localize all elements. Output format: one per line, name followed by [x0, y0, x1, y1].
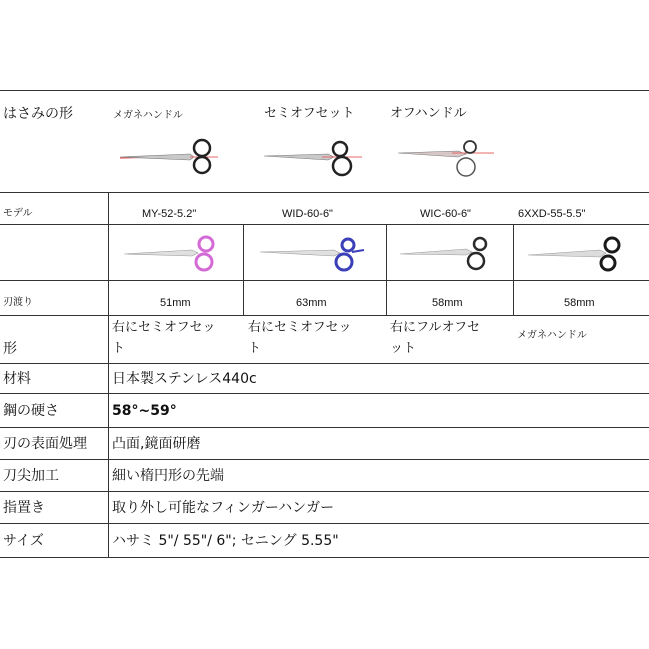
model-label: モデル	[3, 208, 33, 219]
model-image-wid-60	[252, 230, 378, 275]
scissors-semi-offset-image	[262, 135, 366, 177]
blade-length-3: 58mm	[432, 297, 463, 309]
row-divider	[0, 363, 649, 364]
row-divider	[0, 280, 649, 281]
column-divider	[386, 224, 387, 315]
tip-value: 細い楕円形の先端	[112, 468, 224, 484]
form-value-4: メガネハンドル	[517, 330, 587, 341]
material-label: 材料	[3, 371, 31, 387]
material-value: 日本製ステンレス440c	[112, 371, 257, 387]
finger-value: 取り外し可能なフィンガーハンガー	[112, 500, 335, 516]
form-label: 形	[3, 341, 17, 357]
model-value-4: 6XXD-55-5.5"	[518, 208, 586, 220]
form-value-2-line1: 右にセミオフセッ	[248, 320, 352, 335]
row-divider	[0, 491, 649, 492]
form-value-2-line2: ト	[248, 341, 262, 356]
shape-label: はさみの形	[3, 106, 73, 122]
column-divider	[243, 224, 244, 315]
row-divider	[0, 393, 649, 394]
row-divider	[0, 192, 649, 193]
form-value-1-line1: 右にセミオフセッ	[112, 320, 216, 335]
blade-length-1: 51mm	[160, 297, 191, 309]
row-divider	[0, 459, 649, 460]
hardness-label: 鋼の硬さ	[3, 403, 59, 419]
shape-type-offset: オフハンドル	[390, 106, 467, 121]
scissors-megane-image	[118, 135, 222, 177]
column-divider	[513, 224, 514, 315]
row-divider	[0, 90, 649, 91]
model-image-wic-60	[392, 230, 508, 275]
spec-table	[0, 90, 649, 558]
shape-type-megane: メガネハンドル	[113, 110, 183, 121]
row-divider	[0, 523, 649, 524]
model-value-3: WIC-60-6"	[420, 208, 471, 220]
shape-type-semi-offset: セミオフセット	[264, 106, 355, 121]
size-value: ハサミ 5"/ 55"/ 6"; セニング 5.55"	[112, 533, 339, 549]
surface-value: 凸面,鏡面研磨	[112, 436, 201, 452]
row-divider	[0, 557, 649, 558]
tip-label: 刀尖加工	[3, 468, 59, 484]
form-value-1-line2: ト	[112, 341, 126, 356]
scissors-offset-image	[396, 135, 500, 177]
blade-length-2: 63mm	[296, 297, 327, 309]
blade-length-4: 58mm	[564, 297, 595, 309]
form-value-3-line1: 右にフルオフセ	[390, 320, 480, 335]
row-divider	[0, 315, 649, 316]
surface-label: 刃の表面処理	[3, 436, 87, 452]
hardness-value: 58°~59°	[112, 403, 177, 419]
blade-length-label: 刃渡り	[3, 297, 33, 308]
model-value-2: WID-60-6"	[282, 208, 333, 220]
finger-label: 指置き	[3, 500, 45, 516]
model-image-6xxd-55	[518, 230, 644, 275]
column-divider	[108, 192, 109, 558]
row-divider	[0, 224, 649, 225]
row-divider	[0, 427, 649, 428]
form-value-3-line2: ット	[390, 341, 417, 356]
model-image-my-52	[116, 230, 236, 275]
model-value-1: MY-52-5.2"	[142, 208, 197, 220]
size-label: サイズ	[3, 533, 44, 549]
